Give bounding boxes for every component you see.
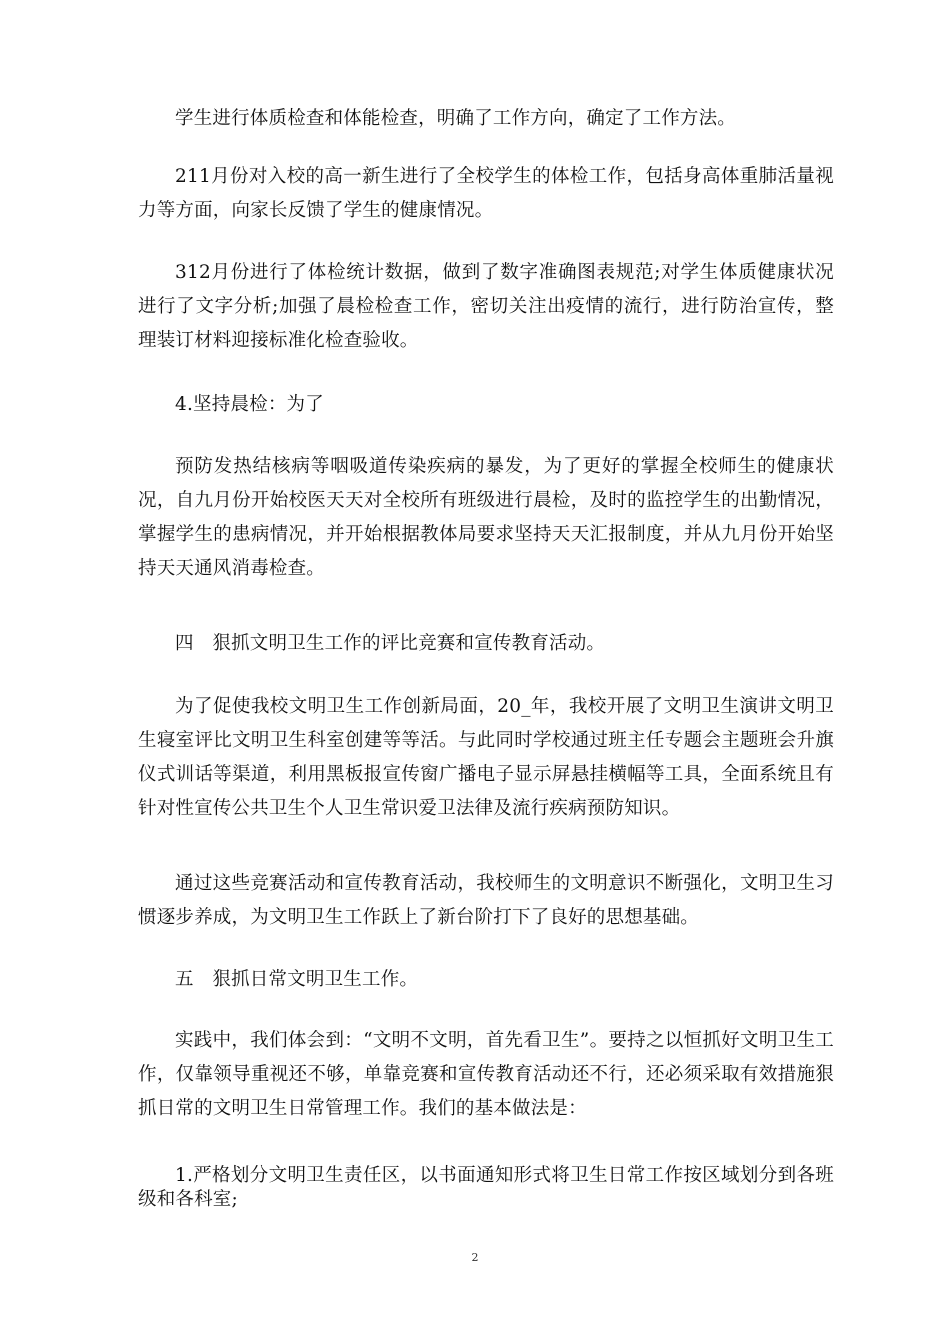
section-heading-5: 五 狠抓日常文明卫生工作。 xyxy=(175,969,419,990)
section-heading-4: 四 狠抓文明卫生工作的评比竞赛和宣传教育活动。 xyxy=(175,633,606,654)
paragraph-1: 学生进行体质检查和体能检查，明确了工作方向，确定了工作方法。 xyxy=(175,108,737,129)
paragraph-6: 为了促使我校文明卫生工作创新局面，20_年，我校开展了文明卫生演讲文明卫生寝室评比文明卫生科室创建等等活。与此同时学校通过班主任专题会主题班会升旗仪式训话等渠道，利用黑板报宣传窗广播电子显示屏悬挂横幅等工具，全面系统且有针对性宣传公共卫生个人卫生常识爱卫法律及流行疾病预防知识。 xyxy=(138,696,834,819)
paragraph-9: 1.严格划分文明卫生责任区，以书面通知形式将卫生日常工作按区域划分到各班级和各科室; xyxy=(138,1165,834,1210)
paragraph-4: 4.坚持晨检：为了 xyxy=(175,394,324,415)
paragraph-2: 211月份对入校的高一新生进行了全校学生的体检工作，包括身高体重肺活量视力等方面，向家长反馈了学生的健康情况。 xyxy=(138,166,834,221)
paragraph-8: 实践中，我们体会到：“文明不文明，首先看卫生”。要持之以恒抓好文明卫生工作，仅靠领导重视还不够，单靠竞赛和宣传教育活动还不行，还必须采取有效措施狠抓日常的文明卫生日常管理工作。我们的基本做法是： xyxy=(138,1030,834,1119)
page-number: 2 xyxy=(471,1251,479,1264)
paragraph-5: 预防发热结核病等咽吸道传染疾病的暴发，为了更好的掌握全校师生的健康状况，自九月份开始校医天天对全校所有班级进行晨检，及时的监控学生的出勤情况，掌握学生的患病情况，并开始根据教体局要求坚持天天汇报制度，并从九月份开始坚持天天通风消毒检查。 xyxy=(138,456,834,579)
paragraph-3: 312月份进行了体检统计数据，做到了数字准确图表规范;对学生体质健康状况进行了文字分析;加强了晨检检查工作，密切关注出疫情的流行，进行防治宣传，整理装订材料迎接标准化检查验收。 xyxy=(138,262,834,351)
paragraph-7: 通过这些竞赛活动和宣传教育活动，我校师生的文明意识不断强化，文明卫生习惯逐步养成，为文明卫生工作跃上了新台阶打下了良好的思想基础。 xyxy=(138,873,834,928)
